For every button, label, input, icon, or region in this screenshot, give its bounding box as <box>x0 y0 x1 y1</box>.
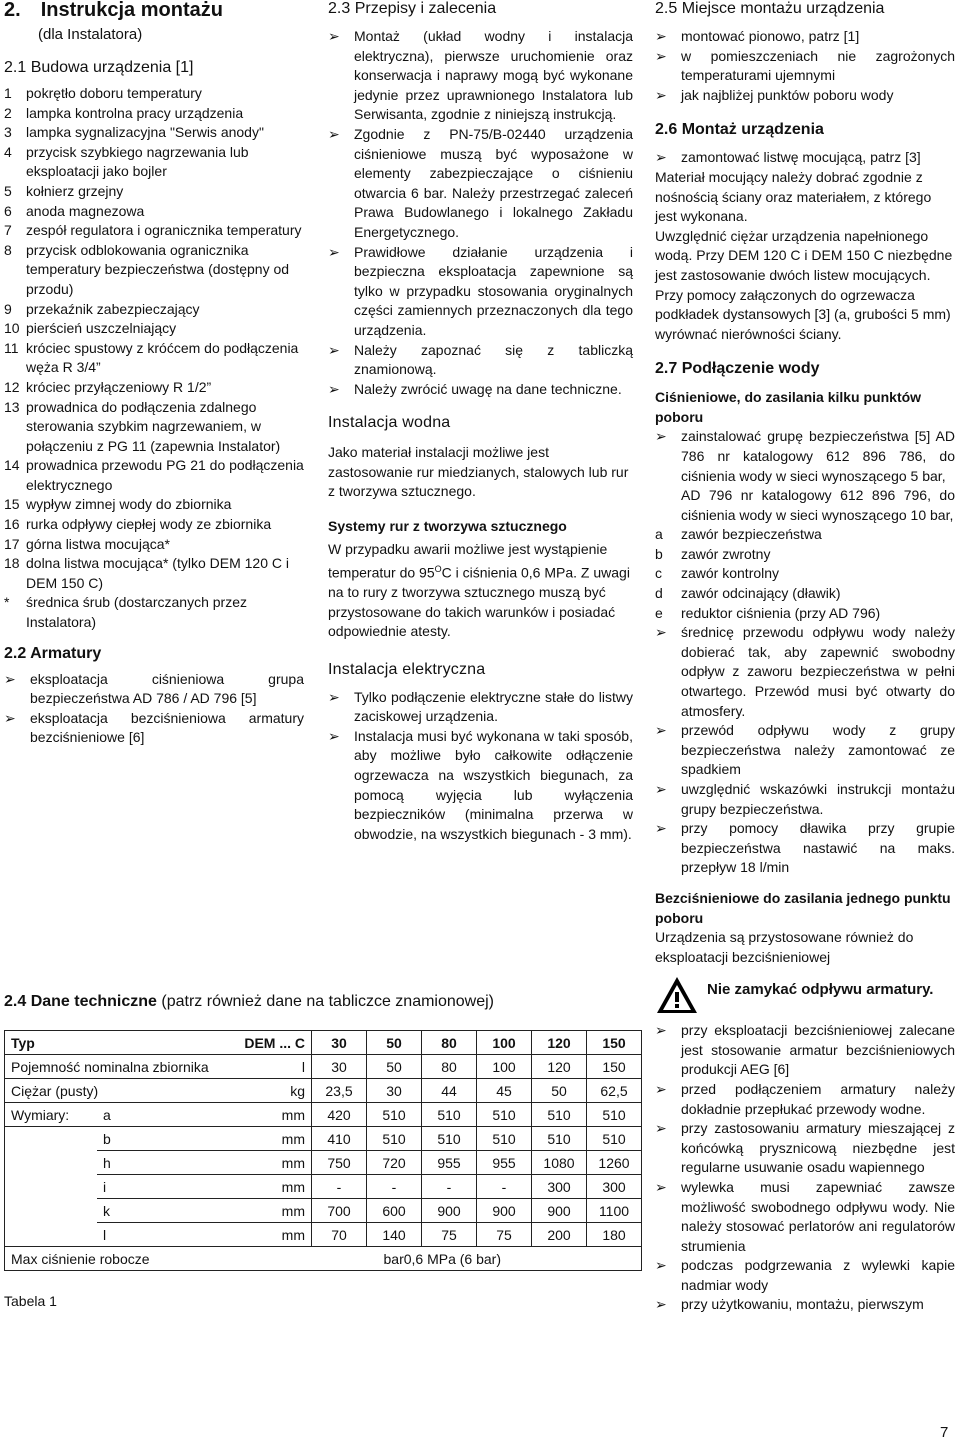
table-row <box>5 1055 642 1079</box>
row-value: 44 <box>422 1079 477 1103</box>
row-value: 750 <box>312 1151 367 1175</box>
item-text: wypływ zimnej wody do zbiornika <box>26 496 232 513</box>
list-item <box>328 727 633 845</box>
item-text: króciec przyłączeniowy R 1/2” <box>26 378 212 395</box>
page-number: 7 <box>940 1424 949 1441</box>
item-text: zespół regulatora i ogranicznika temperatury <box>26 222 302 239</box>
list-item <box>655 623 955 721</box>
row-unit: mm <box>237 1151 312 1175</box>
list-item <box>328 688 633 727</box>
list-item: ➢ zainstalować grupę bezpieczeństwa [5] AD 786 nr katalogowy 612 896 786, do ciśnienia wody w sieci wynoszącego 5 bar, AD 796 nr katalogowy 612 896 796, do ciśnienia wody w sieci wynoszącego 10 bar, <box>655 428 955 523</box>
list-item <box>4 182 304 202</box>
arrow-icon: ➢ <box>655 1178 667 1195</box>
row-label <box>5 1175 98 1199</box>
row-value: 510 <box>532 1127 587 1151</box>
list-item <box>655 1256 955 1295</box>
unpressurized-title: Bezciśnieniowe do zasilania jednego punktu poboru <box>655 889 951 926</box>
chapter-title-text: Instrukcja montażu <box>40 0 223 21</box>
item-text: reduktor ciśnienia (przy AD 796) <box>681 604 881 621</box>
column-middle <box>328 0 633 844</box>
row-value: - <box>477 1175 532 1199</box>
row-value: 300 <box>532 1175 587 1199</box>
list-item <box>4 339 304 378</box>
item-text: Należy zwrócić uwagę na dane techniczne. <box>354 380 622 397</box>
table-header-cell: 100 <box>477 1031 532 1055</box>
row-sub-label: i <box>97 1175 237 1199</box>
row-value: - <box>312 1175 367 1199</box>
row-label: Pojemność nominalna zbiornika <box>5 1055 238 1079</box>
row-value: 45 <box>477 1079 532 1103</box>
row-value: 100 <box>477 1055 532 1079</box>
list-item <box>655 721 955 780</box>
table-header-row <box>5 1031 642 1055</box>
row-value: 510 <box>422 1103 477 1127</box>
table-header-cell: 80 <box>422 1031 477 1055</box>
table-row <box>5 1151 642 1175</box>
list-item <box>655 47 955 86</box>
list-item <box>655 1021 955 1080</box>
pressure-list-2 <box>655 623 955 878</box>
row-value: 120 <box>532 1055 587 1079</box>
list-item <box>4 515 304 535</box>
parts-list <box>4 84 304 633</box>
arrow-icon: ➢ <box>655 428 667 445</box>
row-value: - <box>422 1175 477 1199</box>
row-value: 50 <box>367 1055 422 1079</box>
item-text: przy eksploatacji bezciśnieniowej zalecane jest stosowanie armatur bezciśnieniowych produkcji AEG [6] <box>681 1022 955 1078</box>
row-value: 410 <box>312 1127 367 1151</box>
row-label <box>5 1127 98 1151</box>
column-left <box>4 0 304 748</box>
row-unit: mm <box>237 1199 312 1223</box>
list-item <box>4 221 304 241</box>
item-text: wylewka musi zapewniać zawsze możliwość swobodnego odpływu wody. Nie należy stosować perlatorów ani regulatorów strumienia <box>681 1178 955 1254</box>
item-text: zawór odcinający (dławik) <box>681 585 841 602</box>
arrow-icon: ➢ <box>328 28 340 44</box>
item-text: zawór kontrolny <box>681 565 780 582</box>
row-value: 900 <box>532 1199 587 1223</box>
item-text: podczas podgrzewania z wylewki kapie nadmiar wody <box>681 1257 955 1293</box>
arrow-icon: ➢ <box>328 341 340 358</box>
item-number: 14 <box>4 457 20 474</box>
row-value: 1100 <box>587 1199 642 1223</box>
list-item <box>655 564 955 584</box>
list-item <box>4 709 304 748</box>
section-2-7-title: 2.7 Podłączenie wody <box>655 360 820 378</box>
row-value: 510 <box>477 1103 532 1127</box>
arrow-icon: ➢ <box>655 1080 667 1097</box>
mounting-place-list <box>655 27 955 105</box>
item-text: górna listwa mocująca* <box>26 535 170 552</box>
table-row <box>5 1247 642 1271</box>
row-value: 75 <box>422 1223 477 1247</box>
max-pressure-label: Max ciśnienie robocze <box>5 1247 312 1271</box>
list-item <box>655 1178 955 1256</box>
warning-icon <box>655 975 699 1015</box>
item-number: c <box>655 565 662 582</box>
row-value: 720 <box>367 1151 422 1175</box>
item-text: zamontować listwę mocującą, patrz [3] <box>681 149 921 166</box>
arrow-icon: ➢ <box>328 243 340 260</box>
row-unit: mm <box>237 1103 312 1127</box>
list-item <box>328 380 633 400</box>
row-value: 510 <box>477 1127 532 1151</box>
item-text: pokrętło doboru temperatury <box>26 85 202 101</box>
row-label <box>5 1199 98 1223</box>
list-item <box>655 780 955 819</box>
section-2-2-title: 2.2 Armatury <box>4 644 102 662</box>
row-label <box>5 1223 98 1247</box>
electrical-installation-title: Instalacja elektryczna <box>328 660 486 678</box>
item-text: Tylko podłączenie elektryczne stałe do listwy zaciskowej urządzenia. <box>354 688 633 725</box>
list-item <box>4 670 304 709</box>
chapter-title <box>4 0 304 22</box>
item-number: 9 <box>4 300 12 317</box>
row-value: 955 <box>477 1151 532 1175</box>
item-text: prowadnica do podłączenia zdalnego sterowania szybkim nagrzewaniem, w połączeniu z PG 11 (zapewnia Instalator) <box>26 398 281 454</box>
fittings-list <box>4 670 304 748</box>
row-value: 510 <box>422 1127 477 1151</box>
item-text: Należy zapoznać się z tabliczką znamionową. <box>354 341 633 378</box>
arrow-icon: ➢ <box>655 820 667 837</box>
list-item <box>655 819 955 878</box>
row-value: 200 <box>532 1223 587 1247</box>
item-number: 16 <box>4 516 20 533</box>
item-number: 13 <box>4 398 20 415</box>
list-item <box>655 148 955 168</box>
list-item <box>655 86 955 106</box>
item-number: 7 <box>4 222 12 239</box>
row-sub-label: k <box>97 1199 237 1223</box>
row-value: 510 <box>587 1103 642 1127</box>
warning-box <box>655 973 955 1017</box>
chapter-subtitle: (dla Instalatora) <box>38 26 143 43</box>
item-number: 8 <box>4 241 12 258</box>
item-number: 3 <box>4 124 12 141</box>
row-sub-label: b <box>97 1127 237 1151</box>
list-item <box>655 1119 955 1178</box>
row-sub-label: h <box>97 1151 237 1175</box>
item-number: * <box>4 594 10 611</box>
row-value: 510 <box>587 1127 642 1151</box>
row-value: 600 <box>367 1199 422 1223</box>
list-item <box>655 584 955 604</box>
list-item <box>328 341 633 380</box>
list-item <box>4 202 304 222</box>
row-value: 510 <box>367 1103 422 1127</box>
section-2-6-title: 2.6 Montaż urządzenia <box>655 121 824 139</box>
row-value: 510 <box>367 1127 422 1151</box>
pressure-title: Ciśnieniowe, do zasilania kilku punktów poboru <box>655 389 922 426</box>
item-number: e <box>655 604 663 621</box>
row-unit: l <box>237 1055 312 1079</box>
list-item <box>4 495 304 515</box>
list-item <box>655 525 955 545</box>
row-unit: mm <box>237 1127 312 1151</box>
item-text: Zgodnie z PN-75/B-02440 urządzenia ciśnieniowe muszą być wyposażone w elementy zabezpieczające o ciśnieniu otwarcia 6 bar. Należy przestrzegać zaleceń Prawa Budowlanego i lokalnego Zakładu Energetycznego. <box>354 125 633 240</box>
plastic-pipes-title: Systemy rur z tworzywa sztucznego <box>328 518 567 535</box>
item-text: dolna listwa mocująca* (tylko DEM 120 C i DEM 150 C) <box>26 555 289 591</box>
item-text: przekaźnik zabezpieczający <box>26 300 200 317</box>
table-header-unit: DEM ... C <box>237 1031 312 1055</box>
item-text: przed podłączeniem armatury należy dokładnie przepłukać przewody wodne. <box>681 1080 955 1117</box>
row-value: 23,5 <box>312 1079 367 1103</box>
arrow-icon: ➢ <box>655 624 667 641</box>
item-number: 10 <box>4 320 20 337</box>
row-value: 80 <box>422 1055 477 1079</box>
arrow-icon: ➢ <box>655 1257 667 1274</box>
water-installation-text: Jako materiał instalacji możliwe jest zastosowanie rur miedzianych, stalowych lub rur z tworzywa sztucznego. <box>328 444 629 500</box>
row-value: 510 <box>532 1103 587 1127</box>
water-installation-title: Instalacja wodna <box>328 414 451 432</box>
row-value: 30 <box>367 1079 422 1103</box>
item-text: zawór bezpieczeństwa <box>681 526 822 543</box>
item-number: 15 <box>4 496 20 513</box>
item-number: 18 <box>4 555 20 572</box>
row-label: Ciężar (pusty) <box>5 1079 238 1103</box>
arrow-icon: ➢ <box>655 149 667 166</box>
unpressurized-text: Urządzenia są przystosowane również do eksploatacji bezciśnieniowej <box>655 928 914 965</box>
table-header-cell: 50 <box>367 1031 422 1055</box>
row-value: 900 <box>477 1199 532 1223</box>
table-header-cell: 30 <box>312 1031 367 1055</box>
item-number: b <box>655 545 663 562</box>
table-row <box>5 1199 642 1223</box>
item-number: 2 <box>4 104 12 121</box>
item-text: lampka kontrolna pracy urządzenia <box>26 104 244 121</box>
list-item <box>4 554 304 593</box>
item-text: pierścień uszczelniający <box>26 320 177 337</box>
item-text: zawór zwrotny <box>681 545 771 562</box>
item-text: Montaż (układ wodny i instalacja elektryczna), pierwsze uruchomienie oraz konserwacja i naprawy mogą być wykonane jedynie przez uprawnionego Instalatora lub Serwisanta, zgodnie z niniejszą instrukcją. <box>354 28 633 123</box>
list-item <box>4 378 304 398</box>
row-label <box>5 1151 98 1175</box>
arrow-icon: ➢ <box>655 722 667 739</box>
mounting-text-3: Przy pomocy załączonych do ogrzewacza podkładek dystansowych [3] (a, grubości 5 mm) wyrównać nierówności ściany. <box>655 286 951 342</box>
item-text: jak najbliżej punktów poboru wody <box>681 86 894 103</box>
row-value: - <box>367 1175 422 1199</box>
list-item <box>4 143 304 182</box>
item-text: króciec spustowy z króćcem do podłączenia węża R 3/4” <box>26 339 299 376</box>
row-value: 140 <box>367 1223 422 1247</box>
valve-legend <box>655 525 955 623</box>
list-item <box>328 27 633 125</box>
item-text: przy pomocy dławika przy grupie bezpieczeństwa nastawić na maks. przepływ 18 l/min <box>681 820 955 876</box>
electrical-list <box>328 688 633 845</box>
list-item <box>4 241 304 300</box>
table-row <box>5 1079 642 1103</box>
row-value: 30 <box>312 1055 367 1079</box>
section-2-4-title <box>4 993 494 1011</box>
item-text: przy zastosowaniu armatury mieszającej z końcówką prysznicową niezbędne jest regularne usuwanie osadu wapiennego <box>681 1120 955 1176</box>
item-text: przycisk szybkiego nagrzewania lub eksploatacji jako bojler <box>26 143 249 180</box>
section-2-4-title-rest: (patrz również dane na tabliczce znamionowej) <box>156 993 495 1010</box>
table-row <box>5 1223 642 1247</box>
arrow-icon: ➢ <box>655 1296 667 1313</box>
item-text: eksploatacja bezciśnieniowa armatury bezciśnieniowe [6] <box>30 709 304 746</box>
list-item <box>655 27 955 47</box>
row-sub-label: a <box>97 1103 237 1127</box>
item-number: 5 <box>4 182 12 199</box>
item-text: średnicę przewodu odpływu wody należy dobierać tak, aby zapewnić swobodny odpływ z zaworu bezpieczeństwa w pełni otwartego. Przewód musi być otwarty do atmosfery. <box>681 624 955 719</box>
mounting-text-1: Materiał mocujący należy dobrać zgodnie z nośnością ściany oraz materiałem, z którego jest wykonana. <box>655 168 932 225</box>
item-text: Prawidłowe działanie urządzenia i bezpieczna eksploatacja zapewnione są tylko w przypadku stosowania oryginalnych części zamiennych przeznaczonych dla tego urządzenia. <box>354 243 633 338</box>
arrow-icon: ➢ <box>655 781 667 797</box>
warning-text: Nie zamykać odpływu armatury. <box>707 981 934 999</box>
row-sub-label: l <box>97 1223 237 1247</box>
item-text: eksploatacja ciśnieniowa grupa bezpieczeństwa AD 786 / AD 796 [5] <box>30 670 304 707</box>
item-text: prowadnica przewodu PG 21 do podłączenia elektrycznego <box>26 457 304 493</box>
list-item <box>4 84 304 104</box>
mounting-text-2: Uwzględnić ciężar urządzenia napełnionego wodą. Przy DEM 120 C i DEM 150 C niezbędne jest zastosowanie dwóch listew mocujących. <box>655 227 953 283</box>
row-unit: mm <box>237 1175 312 1199</box>
list-item <box>4 535 304 555</box>
regulations-list <box>328 27 633 399</box>
item-number: 17 <box>4 535 20 552</box>
arrow-icon: ➢ <box>655 86 667 103</box>
table-header-cell: 150 <box>587 1031 642 1055</box>
table-row <box>5 1127 642 1151</box>
list-item <box>4 456 304 495</box>
row-value: 1080 <box>532 1151 587 1175</box>
arrow-icon: ➢ <box>655 28 667 44</box>
item-number: 11 <box>4 339 19 356</box>
arrow-icon: ➢ <box>328 380 340 397</box>
row-value: 62,5 <box>587 1079 642 1103</box>
section-2-5-title: 2.5 Miejsce montażu urządzenia <box>655 0 885 17</box>
list-item <box>4 123 304 143</box>
list-item <box>328 125 633 243</box>
column-right <box>655 0 955 1315</box>
row-unit: kg <box>237 1079 312 1103</box>
item-text: anoda magnezowa <box>26 202 145 219</box>
list-item <box>4 300 304 320</box>
row-value: 150 <box>587 1055 642 1079</box>
list-item <box>328 243 633 341</box>
list-item <box>655 1080 955 1119</box>
table-row <box>5 1103 642 1127</box>
item-text: Instalacja musi być wykonana w taki sposób, aby możliwe było całkowite odłączenie ogrzewacza na wszystkich biegunach, za pomocą wyjęcia lub wyłączenia bezpieczników (minimalna przerwa w obwodzie, na wszystkich biegunach - 3 mm). <box>354 727 633 842</box>
technical-data-table <box>4 1030 642 1271</box>
row-value: 75 <box>477 1223 532 1247</box>
table-row <box>5 1175 642 1199</box>
unpressurized-list <box>655 1021 955 1315</box>
arrow-icon: ➢ <box>328 727 340 744</box>
max-pressure-value: bar0,6 MPa (6 bar) <box>312 1247 642 1271</box>
row-label: Wymiary: <box>5 1103 98 1127</box>
list-item <box>4 104 304 124</box>
arrow-icon: ➢ <box>655 1120 667 1137</box>
pressure-list-1 <box>655 427 955 525</box>
arrow-icon: ➢ <box>4 670 16 687</box>
item-number: 6 <box>4 202 12 219</box>
section-2-1-title: 2.1 Budowa urządzenia [1] <box>4 59 194 76</box>
list-item <box>655 604 955 624</box>
row-value: 300 <box>587 1175 642 1199</box>
row-value: 50 <box>532 1079 587 1103</box>
row-value: 700 <box>312 1199 367 1223</box>
row-unit: mm <box>237 1223 312 1247</box>
row-value: 900 <box>422 1199 477 1223</box>
row-value: 180 <box>587 1223 642 1247</box>
arrow-icon: ➢ <box>655 47 667 64</box>
table-header-cell: 120 <box>532 1031 587 1055</box>
item-number: 1 <box>4 85 12 101</box>
item-text: uwzględnić wskazówki instrukcji montażu grupy bezpieczeństwa. <box>681 781 955 817</box>
list-item <box>4 593 304 632</box>
list-item <box>4 319 304 339</box>
item-text: montować pionowo, patrz [1] <box>681 28 860 44</box>
item-text: przy użytkowaniu, montażu, pierwszym <box>681 1296 924 1313</box>
row-value: 955 <box>422 1151 477 1175</box>
plastic-pipes-text: W przypadku awarii możliwe jest wystąpienie temperatur do $95^OC$ i ciśnienia 0,6 MPa. Z uwagi na to rury z tworzywa sztucznego muszą być przystosowane do takich warunków i posiadać odpowiednie atesty. <box>328 541 630 640</box>
item-number: 4 <box>4 143 12 160</box>
table-caption: Tabela 1 <box>4 1293 57 1309</box>
list-item <box>655 545 955 565</box>
row-value: 420 <box>312 1103 367 1127</box>
item-number: a <box>655 526 663 543</box>
section-2-3-title: 2.3 Przepisy i zalecenia <box>328 0 497 17</box>
arrow-icon: ➢ <box>4 709 16 726</box>
item-text: rurka odpływy ciepłej wody ze zbiornika <box>26 516 272 533</box>
item-number: 12 <box>4 378 20 395</box>
row-value: 70 <box>312 1223 367 1247</box>
row-value: 1260 <box>587 1151 642 1175</box>
list-item <box>655 1295 955 1315</box>
section-2-4-title-bold: 2.4 Dane techniczne <box>4 993 157 1010</box>
item-text: średnica śrub (dostarczanych przez Instalatora) <box>26 594 247 631</box>
chapter-number: 2. <box>4 0 21 21</box>
table-header-label: Typ <box>5 1031 238 1055</box>
item-text: lampka sygnalizacyjna "Serwis anody" <box>26 124 264 141</box>
item-text: kołnierz grzejny <box>26 182 124 199</box>
mounting-list <box>655 148 955 168</box>
arrow-icon: ➢ <box>328 688 340 705</box>
list-item <box>4 398 304 457</box>
item-number: d <box>655 585 663 602</box>
item-text: przewód odpływu wody z grupy bezpieczeństwa należy zamontować ze spadkiem <box>681 722 955 778</box>
item-text: przycisk odblokowania ogranicznika temperatury bezpieczeństwa (dostępny od przodu) <box>26 241 290 297</box>
item-text: w pomieszczeniach nie zagrożonych temperaturami ujemnymi <box>681 47 955 84</box>
arrow-icon: ➢ <box>655 1022 667 1039</box>
arrow-icon: ➢ <box>328 125 340 142</box>
